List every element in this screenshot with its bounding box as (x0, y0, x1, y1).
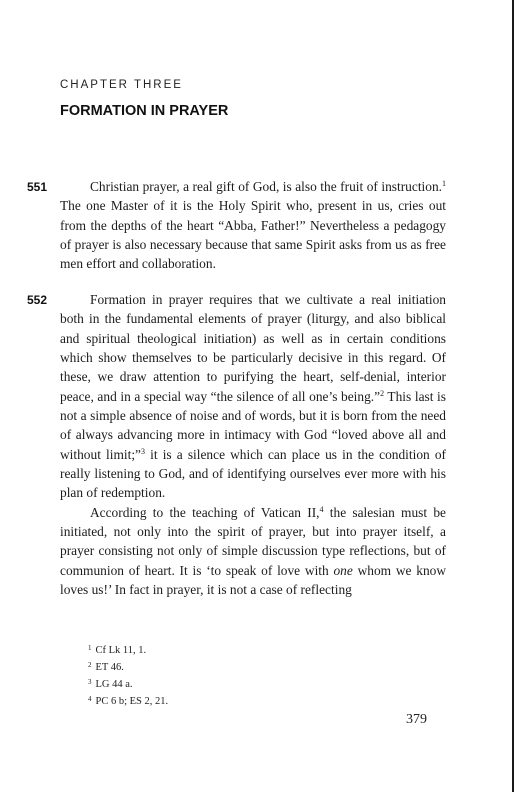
footnote-text: ET 46. (95, 662, 124, 673)
section-number: 552 (27, 293, 48, 307)
text-run: whom we know loves us!’ In fact in prayer, it is not a case of reflecting (60, 562, 447, 598)
footnote-text: PC 6 b; ES 2, 21. (95, 696, 169, 707)
paragraph (60, 290, 446, 503)
page-number: 379 (406, 712, 427, 727)
footnote-reference: 1 (442, 179, 446, 188)
footnote-mark: 2 (88, 661, 92, 669)
paragraph (60, 503, 446, 600)
footnotes (88, 641, 168, 709)
text-run: This last is not a simple absence of noise and of words, but it is born from the need of always advancing more in intimacy with God “loved above all and without limit;” (60, 388, 446, 462)
footnote (88, 641, 168, 658)
text-run: Christian prayer, a real gift of God, is also the fruit of instruction. (90, 179, 442, 194)
footnote (88, 658, 168, 675)
footnote-mark: 3 (88, 678, 92, 686)
footnote-reference: 3 (141, 446, 146, 456)
section-body (60, 290, 446, 600)
footnote-mark: 1 (88, 644, 92, 652)
section-body (60, 177, 446, 274)
footnote-text: LG 44 a. (95, 679, 133, 690)
section-number: 551 (27, 180, 48, 194)
section-551 (27, 177, 446, 274)
footnote-reference: 2 (380, 388, 385, 398)
footnote-text: Cf Lk 11, 1. (95, 645, 147, 656)
text-run: it is a silence which can place us in the condition of really listening to God, and of identifying ourselves ever more with his plan of redemption. (60, 446, 446, 501)
paragraph (60, 177, 446, 274)
chapter-label: CHAPTER THREE (60, 79, 183, 91)
footnote-mark: 4 (88, 695, 92, 703)
footnote-reference: 4 (319, 504, 324, 514)
text-run: Formation in prayer requires that we cultivate a real initiation both in the fundamental elements of prayer (liturgy, and also biblical and spiritual theological initiation) as well as in certain conditions which show themselves to be particularly decisive in this regard. Of these, we draw attention to purifying the heart, self-denial, interior peace, and in a special way “the silence of all one’s being.” (60, 292, 446, 404)
emphasis-text: one (333, 562, 353, 578)
section-552 (27, 290, 447, 600)
footnote (88, 675, 168, 692)
footnote (88, 692, 168, 709)
text-run: The one Master of it is the Holy Spirit who, present in us, cries out from the depths of the heart “Abba, Father!” Nevertheless a pedagogy of prayer is also necessary because that same Spirit asks from us as free men effort and collaboration. (60, 198, 446, 272)
chapter-title: FORMATION IN PRAYER (60, 103, 229, 119)
text-run: According to the teaching of Vatican II, (90, 504, 320, 520)
text-run: the salesian must be initiated, not only into the spirit of prayer, but into prayer itself, a prayer consisting not only of simple discussion type reflections, but of communion of heart. It is ‘to speak of love with (60, 504, 446, 578)
